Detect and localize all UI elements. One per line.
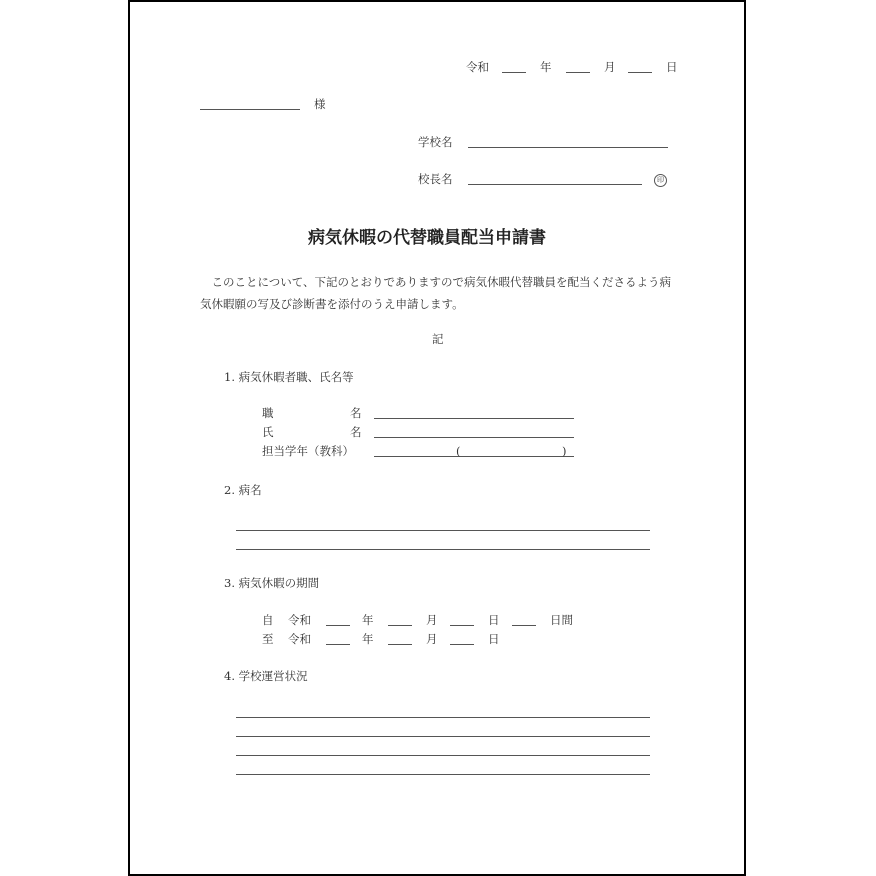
from-day-blank[interactable] bbox=[450, 625, 474, 626]
section3-heading: 3. 病気休暇の期間 bbox=[224, 576, 320, 590]
to-year-label: 年 bbox=[362, 632, 374, 646]
from-day-label: 日 bbox=[488, 613, 500, 627]
period-to-label: 至 bbox=[262, 632, 274, 646]
section2-heading: 2. 病名 bbox=[224, 483, 262, 497]
status-blank-line[interactable] bbox=[236, 736, 650, 737]
date-month-blank[interactable] bbox=[566, 72, 590, 73]
from-month-blank[interactable] bbox=[388, 625, 412, 626]
shimei-label-b: 名 bbox=[350, 425, 362, 439]
disease-blank-line[interactable] bbox=[236, 549, 650, 550]
grade-label: 担当学年（教科） bbox=[262, 444, 354, 458]
principal-name-label: 校長名 bbox=[418, 172, 453, 186]
paren-close: ) bbox=[562, 444, 567, 458]
shoku-label-a: 職 bbox=[262, 406, 274, 420]
date-year-label: 年 bbox=[540, 60, 552, 74]
name-blank[interactable] bbox=[374, 437, 574, 438]
seal-mark: 印 bbox=[654, 174, 667, 187]
addressee-suffix: 様 bbox=[314, 97, 326, 111]
grade-blank[interactable] bbox=[374, 456, 574, 457]
ki-heading: 記 bbox=[432, 332, 444, 346]
body-paragraph: このことについて、下記のとおりでありますので病気休暇代替職員を配当くださるよう病気休暇願の写及び診断書を添付のうえ申請します。 bbox=[200, 275, 672, 311]
from-month-label: 月 bbox=[426, 613, 438, 627]
document-page bbox=[128, 0, 746, 876]
shoku-label-b: 名 bbox=[350, 406, 362, 420]
shimei-label-a: 氏 bbox=[262, 425, 274, 439]
to-year-blank[interactable] bbox=[326, 644, 350, 645]
days-label: 日間 bbox=[550, 613, 573, 627]
document-title: 病気休暇の代替職員配当申請書 bbox=[308, 228, 546, 248]
from-year-label: 年 bbox=[362, 613, 374, 627]
paren-open: ( bbox=[456, 444, 461, 458]
addressee-blank[interactable] bbox=[200, 109, 300, 110]
date-day-label: 日 bbox=[666, 60, 678, 74]
school-name-blank[interactable] bbox=[468, 147, 668, 148]
date-year-blank[interactable] bbox=[502, 72, 526, 73]
period-from-label: 自 bbox=[262, 613, 274, 627]
to-month-label: 月 bbox=[426, 632, 438, 646]
section1-heading: 1. 病気休暇者職、氏名等 bbox=[224, 370, 354, 384]
status-blank-line[interactable] bbox=[236, 774, 650, 775]
to-day-blank[interactable] bbox=[450, 644, 474, 645]
principal-name-blank[interactable] bbox=[468, 184, 642, 185]
position-blank[interactable] bbox=[374, 418, 574, 419]
status-blank-line[interactable] bbox=[236, 755, 650, 756]
status-blank-line[interactable] bbox=[236, 717, 650, 718]
days-count-blank[interactable] bbox=[512, 625, 536, 626]
to-day-label: 日 bbox=[488, 632, 500, 646]
period-to-era: 令和 bbox=[288, 632, 311, 646]
disease-blank-line[interactable] bbox=[236, 530, 650, 531]
date-month-label: 月 bbox=[604, 60, 616, 74]
date-day-blank[interactable] bbox=[628, 72, 652, 73]
period-from-era: 令和 bbox=[288, 613, 311, 627]
from-year-blank[interactable] bbox=[326, 625, 350, 626]
section4-heading: 4. 学校運営状況 bbox=[224, 669, 308, 683]
school-name-label: 学校名 bbox=[418, 135, 453, 149]
to-month-blank[interactable] bbox=[388, 644, 412, 645]
date-era: 令和 bbox=[466, 60, 489, 74]
